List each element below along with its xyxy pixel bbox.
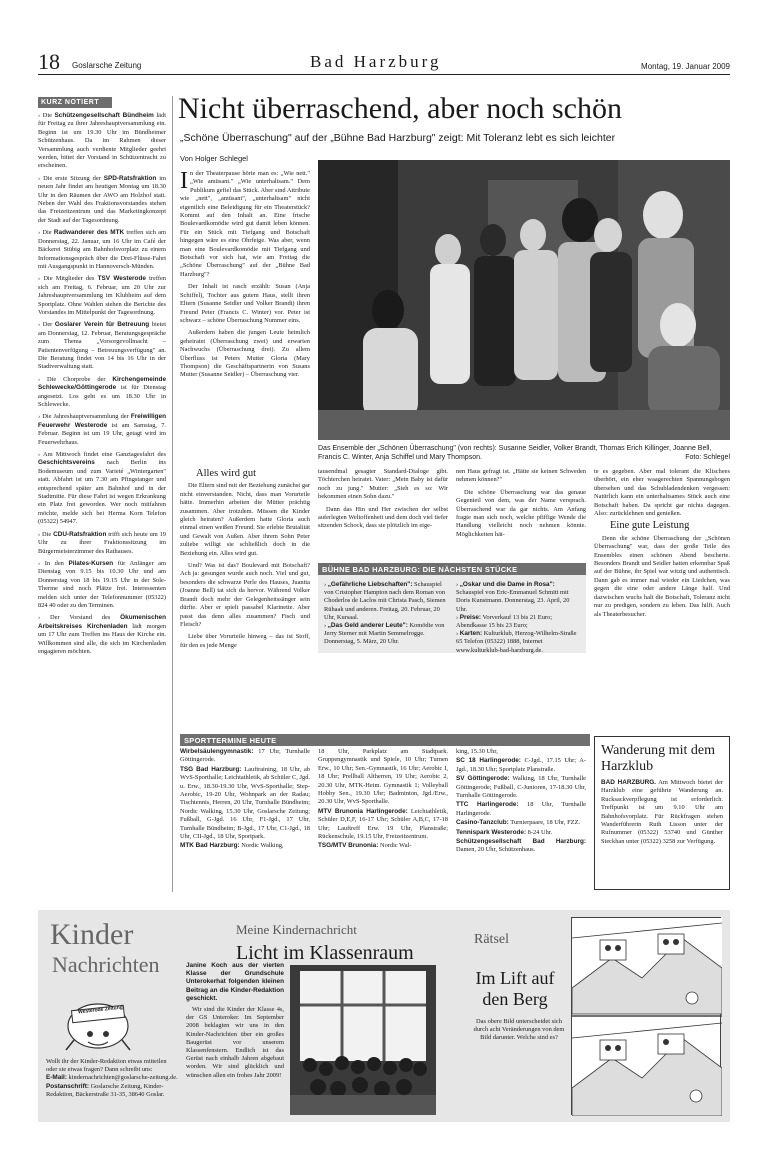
article-paragraph: Liebe über Vorurteile hinweg – das ist Stoff, für den es jede Menge (180, 633, 310, 649)
article-paragraph: Und? Was ist das? Boulevard mit Botschaft? Ach ja: gesungen wurde auch noch. Viel und gut, besonders die schwarze Perle des Hauses, Juanita (Joanne Bell) tat sich da hervor. Während Volker Brandt doch mehr der Gelegenheitssänger sein dürfte. Aber er spielt passabel Klarinette. Aber passt das denn alles zusammen? Fisch und Fleisch? (180, 562, 310, 628)
play-details: Komödie von Jerry Sterner mit Martin Semmelrogge. Donnerstag, 5. März, 20 Uhr. (324, 622, 445, 646)
sport-details: C-Jgd., 17.15 Uhr; A-Jgd., 18.30 Uhr; Sportplatz Planstraße. (456, 757, 586, 773)
item-intro: Am Mittwoch findet eine Ganztagesfahrt des (42, 451, 166, 459)
sport-details: Damen, 20 Uhr, Schützenhaus. (456, 846, 536, 854)
sporttermine-column-1 (180, 748, 310, 896)
email-address: kindernachrichten@goslarsche-zeitung.de. (66, 1074, 178, 1082)
kurz-notiert-item: › In den Pilates-Kursen für Anfänger am Dienstag von 9.15 bis 10.30 Uhr und am Donnerstag von 18 bis 19.15 Uhr in der Sole-Therme sind noch Plätze frei. Interessenten melden sich unter der Telefonnummer (05322) 824 40 oder zu den Terminen. (38, 559, 166, 609)
tickets-details: Kulturklub, Herzog-Wilhelm-Straße 65 Telefon (05322) 1888, Internet www.kulturklub-bad-harzburg.de. (456, 630, 577, 654)
sporttermine-column-3 (456, 748, 586, 896)
kinder-headline: Licht im Klassenraum (236, 942, 414, 964)
sport-entry (318, 748, 448, 807)
article-paragraph: Denn die schöne Überraschung der „Schönen Überraschung" war, dass der große Teile des Ensembles einen schönen Abend bescherte. Besonders Brandt und Seidler hatten erkennbar Spaß auf der Bühne, ihr Spiel war witzig und authentisch. Dann gab es immer mal wieder ein Liedchen, was gegen die eine oder andere Länge half. Und dazwischen wuchs halt die Botschaft, Toleranz nicht nur zu predigen, sondern zu leben. Das hilft. Auch als Theaterbesucher. (594, 534, 730, 618)
sport-entry (180, 842, 310, 850)
article-subheading: Alles wird gut (196, 468, 257, 479)
sport-club: Tennispark Westerode: (456, 828, 527, 836)
article-paragraph: n der Theaterpause hörte man es: „Wie nett." „Wie amüsant." „Wie unterhaltsam." Dem Publikum gefiel das Stück. Aber sind Attribute wie „nett", „amüsant", „unterhaltsam" nicht eigentlich eine Beleidigung für ein Theaterstück? Kommt auf den Inhalt an. Eine frische Boulevardkomödie wird gut damit leben können. Für ein Stück mit Tiefgang und Botschaft hingegen wäre es eine Ohrfeige. Was aber, wenn man eine Boulevardkomödie mit Tiefgang und Botschaft vor sich hat, wie am Freitag die „Schöne Überraschung" auf der „Bühne Bad Harzburg"? (180, 170, 310, 278)
kurz-notiert-item: › Die Jahreshauptversammlung der Freiwilligen Feuerwehr Westerode ist am Samstag, 7. Februar. Beginn ist um 19 Uhr, getagt wird im Feuerwehrhaus. (38, 413, 166, 446)
item-intro: Die Chorprobe der (47, 375, 113, 383)
section-title: Bad Harzburg (310, 52, 442, 71)
sport-details: Lauftraining, 18 Uhr, ab WvS-Sporthalle; Leichtathletik, ab Schüler C, Jgd. u. Erw., 18.30-19.30 Uhr, WvS-Sporthalle; Step-Aerobic, 19-20 Uhr, Wohnpark an der Radau; Tischtennis, Herren, 20 Uhr, Turnhalle Bündheim; Nordic Walking, 15.30 Uhr, Goslarsche Zeitung; Fußball, G-Jgd. 16 Uhr, F1-Jgd., 17 Uhr, Turnhalle Bündheim; B-Jgd., 17 Uhr, C1-Jgd., 18 Uhr, CII-Jgd., 18 Uhr, Sportpark. (180, 765, 310, 841)
nachrichten-title: Nachrichten (52, 952, 160, 977)
item-subject: CDU-Ratsfraktion (53, 530, 107, 538)
ensemble-photo-image (318, 160, 730, 440)
ensemble-photo (318, 160, 730, 440)
article-subhead: „Schöne Überraschung" auf der „Bühne Bad Harzburg" zeigt: Mit Toleranz lebt es sich leichter (180, 132, 616, 144)
sport-entry (456, 748, 586, 756)
photo-caption (318, 444, 730, 462)
article-paragraph: Dann das Hin und Her zwischen der selbst auferlegten Weltoffenheit und dem doch viel tiefer sitzenden Schock, dass sie plötzlich im eige- (318, 505, 448, 530)
meine-kindernachricht: Meine Kindernachricht (236, 922, 357, 937)
sport-club: MTV Brunonia Harlingerode: (318, 807, 408, 815)
kurz-notiert-item: › Am Mittwoch findet eine Ganztagesfahrt des Geschichtsvereins nach Berlin ins Bodemuseum und zum Varieté „Wintergarten" statt. Abfahrt ist um 7.30 am Pfingstanger und entsprechend später am Bahnhof und in der Stadtmitte. Für diese Fahrt ist wegen Erkrankung ein Platz frei geworden. Wer noch mitfahren möchte, melde sich bei Herma Korn Telefon (05322) 54947. (38, 451, 166, 526)
item-intro: Die (42, 112, 55, 119)
sport-details: Nordic Walking, (239, 842, 284, 850)
sport-club: Wirbelsäulengymnastik: (180, 748, 254, 755)
wanderung-box (594, 736, 730, 890)
sport-entry (456, 775, 586, 800)
sport-club: SV Göttingerode: (456, 775, 510, 783)
article-paragraph: Außerdem haben die jungen Leute heimlich geheiratet (Überraschung zwei) und erwarten Nachwuchs (Überraschung drei). Zu allem Überfluss ist Peters Mutter Gloria (Mary Thompson) die Geschäftspartnerin von Susans Mutter (Susanne Seidler) – Überraschung vier. (180, 329, 310, 379)
paper-name: Goslarsche Zeitung (72, 61, 142, 70)
item-subject: Radwanderer des MTK (53, 229, 125, 237)
kinder-contact-intro: Wollt ihr der Kinder-Redaktion etwas mitteilen oder sie etwas fragen? Dann schreibt uns: (46, 1058, 167, 1074)
item-intro: Die (42, 229, 54, 237)
article-subheading: Eine gute Leistung (610, 520, 690, 532)
play-title: „Gefährliche Liebschaften": (327, 581, 413, 588)
item-text: lädt für Freitag zu ihrer Jahreshauptversammlung ein. Beginn ist um 19.30 Uhr im Bündheimer Schützenhaus. Da im Rahmen dieser Versammlung auch verdiente Mitglieder geehrt werden, bittet der Vorstand in Schützentracht zu erscheinen. (38, 112, 166, 170)
sport-entry (456, 801, 586, 818)
page-number: 18 (38, 49, 60, 74)
item-intro: Der Vorstand des (50, 614, 121, 622)
raetsel-label: Rätsel (474, 932, 509, 947)
item-intro: Die Mitglieder des (43, 275, 98, 283)
sport-club: Schützengesellschaft Bad Harzburg: (456, 838, 586, 846)
article-byline: Von Holger Schlegel (180, 154, 248, 163)
article-paragraph: tausendmal gesagter Standard-Dialoge gibt. Töchterchen heiratet. Vater: „Mein Baby ist dafür noch zu jung." Mutter: „Sieh es so: Wir bekommen einen Sohn dazu." (318, 468, 448, 501)
item-subject: Goslarer Verein für Betreuung (54, 321, 150, 329)
sport-details: 8-24 Uhr. (526, 828, 553, 836)
item-text: nach Berlin ins Bodemuseum und zum Varieté „Wintergarten" statt. Abfahrt ist um 7.30 am Pfingstanger und entsprechend später am Bahnhof und in der Stadtmitte. Für diese Fahrt ist wegen Erkrankung ein Platz frei geworden. Wer noch mitfahren möchte, melde sich bei Herma Korn Telefon (05322) 54947. (38, 459, 166, 526)
raetsel-headline: Im Lift auf den Berg (475, 968, 555, 1009)
item-intro: Die erste Sitzung der (43, 174, 104, 182)
sport-details: Leichtathletik, Schüler D,E,F, 16-17 Uhr; Schüler A,B,C, 17-18 Uhr; Lauftreff Erw. 19 Uhr, Planstraße; Rückenschule, 19.15 Uhr, Freizeitzentrum. (318, 807, 448, 841)
post-address: Goslarsche Zeitung, Kinder-Redaktion, Bäckerstraße 31-35, 38640 Goslar. (46, 1082, 165, 1098)
drop-cap: I (180, 170, 188, 194)
sport-entry (180, 766, 310, 842)
article-paragraph: Die Eltern sind mit der Beziehung zunächst gar nicht einverstanden. Nicht, dass man Vorurteile hätte. Immerhin arbeiten die Mütter prächtig zusammen. Aber trotzdem. Müssen die Kinder gleich heiraten? Außerdem hatte Gloria auch einmal einen weißen Freund. Sie erlebte Brutalität und Gewalt von Außen. Aber ihrem Sohn Peter zuliebe willigt sie schließlich doch in die Beziehung ein. Alles wird gut. (180, 482, 310, 557)
play-title: „Oskar und die Dame in Rosa": (459, 581, 555, 588)
naechste-right: › „Oskar und die Dame in Rosa": Schauspiel von Eric-Emmanuel Schmitt mit Doris Kunstmann. Donnerstag, 23. April, 20 Uhr. › Preise: Vorverkauf 13 bis 21 Euro; Abendkasse 15 bis 23 Euro; › Karten: Kulturklub, Herzog-Wilhelm-Straße 65 Telefon (05322) 1888, Internet www.kulturklub-bad-harzburg.de. (456, 581, 577, 654)
sporttermine-column-2 (318, 748, 448, 896)
item-text: im neuen Jahr findet am heutigen Montag um 18.30 Uhr in den Räumen der AWO am Holzhof statt. Neben der Wahl des Fraktionsvorstandes stehen das Freizeitzentrum und das Marketingkonzept der Stadt auf der Tagesordnung. (38, 174, 166, 224)
sport-details: king, 15.30 Uhr, (456, 748, 498, 755)
article-column-1 (180, 170, 310, 460)
article-paragraph: Die schöne Überraschung war das genaue Gegenteil von dem, was der Name versprach. Überraschend war da gar nichts. Am Anfang fragte man sich noch, welche pfiffige Wende die Handlung vielleicht noch nehmen könnte. Möglichkeiten hät- (456, 488, 586, 538)
sport-details: Walking, 18 Uhr, Turnhalle Göttingerode; Fußball, C-Junioren, 17-18.30 Uhr, Turnhalle Göttingerode. (456, 775, 586, 800)
wanderung-title: Wanderung mit dem Harzklub (601, 743, 715, 774)
sport-details: 17 Uhr, Turnhalle Göttingerode. (180, 748, 310, 764)
item-text: treffen sich am Freitag, 6. Februar, um 20 Uhr zur Jahreshauptversammlung im Klubheim auf dem Sportplatz. Ohne Wahlen stehen die Berichte des Vorstandes im Mittelpunkt der Tagesordnung. (38, 275, 166, 316)
kinder-lead: Janine Koch aus der vierten Klasse der Grundschule Unterokerhat folgenden kleinen Beitrag an die Kinder-Redaktion geschickt. (186, 962, 284, 1002)
tickets-label: Karten: (459, 630, 483, 638)
photo-credit: Foto: Schlegel (685, 454, 730, 461)
photo-caption-text: Das Ensemble der „Schönen Überraschung" (von rechts): Susanne Seidler, Volker Brandt, Thomas Erich Killinger, Joanne Bell, Francis C. Winter, Anja Schiffel und Mary Thompson. (318, 445, 712, 461)
item-text: für Anfänger am Dienstag von 9.15 bis 10.30 Uhr und am Donnerstag von 18 bis 19.15 Uhr in der Sole-Therme sind noch Plätze frei. Interessenten melden sich unter der Telefonnummer (05322) 824 40 oder zu den Terminen. (38, 559, 166, 609)
kurz-notiert-item: › Die erste Sitzung der SPD-Ratsfraktion im neuen Jahr findet am heutigen Montag um 18.30 Uhr in den Räumen der AWO am Holzhof statt. Neben der Wahl des Fraktionsvorstandes stehen das Freizeitzentrum und das Marketingkonzept der Stadt auf der Tagesordnung. (38, 174, 166, 224)
play-details: Schauspiel von Cristopher Hampton nach dem Roman von Choderlos de Laclos mit Christa Pasch, Siemen Rühaak und anderen. Freitag, 20. Februar, 20 Uhr, Kursaal. (324, 581, 446, 621)
sport-club: TTC Harlingerode: (456, 801, 519, 809)
item-intro: Die (42, 530, 54, 538)
kurz-notiert-item: › Die Mitglieder des TSV Westerode treffen sich am Freitag, 6. Februar, um 20 Uhr zur Jahreshauptversammlung im Klubheim auf dem Sportplatz. Ohne Wahlen stehen die Berichte des Vorstandes im Mittelpunkt der Tagesordnung. (38, 275, 166, 316)
article-column-2 (318, 468, 448, 556)
column-divider (172, 96, 173, 892)
item-text: lädt morgen um 17 Uhr zum Treffen ins Haus der Kirche ein. Willkommen sind alle, die sich im Kirchenladen engagieren möchten. (38, 622, 166, 655)
classroom-photo (290, 965, 436, 1115)
raetsel-text: Das obere Bild unterscheidet sich durch acht Veränderungen von dem Bild darunter. Welche sind es? (473, 1018, 565, 1042)
newspaper-mascot-icon (62, 990, 134, 1052)
raetsel-cartoon (571, 917, 721, 1115)
item-intro: In den (44, 559, 69, 567)
item-subject: Pilates-Kursen (68, 559, 114, 567)
item-subject: SPD-Ratsfraktion (103, 174, 157, 182)
kinder-body: Wir sind die Kinder der Klasse 4s, der GS Unteroker. Im September 2008 beklagten wir uns in den Kinder-Nachrichten über ein großes Baugerüst vor unserem Klassenfenstern. Endlich ist das Gerüst nach einhalb Jahren abgebaut worden. Wir sind glücklich und wünschen allen ein frohes Jahr 2009! (186, 1006, 284, 1079)
post-label: Postanschrift: (46, 1082, 89, 1090)
naechste-left: › „Gefährliche Liebschaften": Schauspiel von Cristopher Hampton nach dem Roman von Choderlos de Laclos mit Christa Pasch, Siemen Rühaak und anderen. Freitag, 20. Februar, 20 Uhr, Kursaal. › „Das Geld anderer Leute": Komödie von Jerry Sterner mit Martin Semmelrogge. Donnerstag, 5. März, 20 Uhr. (324, 581, 446, 646)
item-subject: Ökumenischen Arbeitskreises Kirchenladen (38, 614, 166, 630)
naechste-stuecke-box (318, 575, 586, 653)
item-text: ist für Dienstag angesetzt. Los geht es um 18.30 Uhr in Schlewecke. (38, 384, 166, 408)
item-text: treffen sich am Donnerstag, 22. Januar, um 16 Uhr im Café der Bäckerei Stübig am Bahnhofsvorplatz zu einem Informationsgespräch über die Drei-Flüsse-Fahrt mit Ausgangspunkt in Hannoversch-Münden. (38, 229, 166, 270)
item-subject: Freiwilligen Feuerwehr Westerode (38, 413, 166, 429)
sport-entry (456, 829, 586, 837)
item-text: bietet am Donnerstag, 12. Februar, Beratungsgespräche zum Thema „Vorsorgevollmacht – Patientenverfügung – Betreuungsverfügung" an. Die Beratung findet von 14 bis 16 Uhr in der Stadtverwaltung statt. (38, 321, 166, 371)
item-text: trifft sich heute um 19 Uhr zu ihrer Fraktionssitzung im Bürgermeisterzimmer des Rathauses. (38, 530, 166, 555)
play-title: „Das Geld anderer Leute": (327, 622, 408, 630)
sport-entry (456, 757, 586, 774)
kurz-notiert-item: › Der Vorstand des Ökumenischen Arbeitskreises Kirchenladen lädt morgen um 17 Uhr zum Treffen ins Haus der Kirche ein. Willkommen sind alle, die sich im Kirchenladen engagieren möchten. (38, 614, 166, 655)
sport-entry (180, 748, 310, 765)
price-label: Preise: (459, 613, 482, 621)
article-headline: Nicht überraschend, aber noch schön (178, 92, 622, 125)
sport-details: 18 Uhr, Turnhalle Harlingerode. (456, 801, 586, 817)
item-intro: Der (42, 321, 55, 329)
item-subject: TSV Westerode (97, 275, 146, 283)
sporttermine-header: SPORTTERMINE HEUTE (180, 734, 590, 746)
kinder-logo-text: Westerode Zeitung (77, 1004, 124, 1016)
email-label: E-Mail: (46, 1074, 67, 1082)
kurz-notiert-item: › Die CDU-Ratsfraktion trifft sich heute um 19 Uhr zu ihrer Fraktionssitzung im Bürgermeisterzimmer des Rathauses. (38, 530, 166, 555)
kinder-article (186, 962, 284, 1080)
issue-date: Montag, 19. Januar 2009 (641, 62, 730, 71)
header-rule (38, 74, 730, 75)
article-column-4 (594, 468, 730, 736)
price-details: Vorverkauf 13 bis 21 Euro; Abendkasse 15 bis 23 Euro; (456, 613, 553, 630)
kurz-notiert-column (38, 112, 166, 892)
kurz-notiert-item: › Die Radwanderer des MTK treffen sich am Donnerstag, 22. Januar, um 16 Uhr im Café der Bäckerei Stübig am Bahnhofsvorplatz zu einem Informationsgespräch über die Drei-Flüsse-Fahrt mit Ausgangspunkt in Hannoversch-Münden. (38, 229, 166, 270)
kinder-logo (62, 990, 134, 1052)
article-column-1b (180, 466, 310, 734)
sport-entry (456, 838, 586, 855)
wanderung-lead: BAD HARZBURG. (601, 779, 656, 786)
wanderung-text (601, 779, 723, 846)
kurz-notiert-item: › Die Chorprobe der Kirchengemeinde Schlewecke/Göttingerode ist für Dienstag angesetzt. Los geht es um 18.30 Uhr in Schlewecke. (38, 375, 166, 408)
item-subject: Kirchengemeinde Schlewecke/Göttingerode (38, 375, 166, 392)
sport-club: SC 18 Harlingerode: (456, 757, 521, 765)
sport-details: Nordic Wal- (378, 842, 412, 850)
kurz-notiert-item: › Der Goslarer Verein für Betreuung bietet am Donnerstag, 12. Februar, Beratungsgespräche zum Thema „Vorsorgevollmacht – Patientenverfügung – Betreuungsverfügung" an. Die Beratung findet von 14 bis 16 Uhr in der Stadtverwaltung statt. (38, 321, 166, 371)
wanderung-body: Am Mittwoch bietet der Harzklub eine geführte Wanderung an. Rucksackverpflegung ist erforderlich. Treffpunkt ist um 9.10 Uhr am Bahnhofsvorplatz. Für Rückfragen stehen Wanderführerin Ruth Lisson unter der Rufnummer (05322) 53740 und Günther Steckhan unter (05322) 3258 zur Verfügung. (601, 779, 723, 845)
article-paragraph: nen Haus gefragt ist. „Hätte sie keinen Schweden nehmen können?" (456, 468, 586, 484)
article-column-3 (456, 468, 586, 556)
classroom-photo-image (290, 965, 436, 1115)
item-intro: Die Jahreshauptversammlung der (42, 413, 131, 421)
naechste-stuecke-header: BÜHNE BAD HARZBURG: DIE NÄCHSTEN STÜCKE (318, 563, 586, 575)
item-text: ist am Samstag, 7. Februar. Beginn ist um 19 Uhr, getagt wird im Feuerwehrhaus. (38, 421, 166, 446)
kinder-contact (46, 1058, 178, 1099)
article-paragraph: Der Inhalt ist rasch erzählt: Susan (Anja Schiffel), Tochter aus gutem Haus, stellt ihren Eltern (Susanne Seidler und Volker Brandt) ihren Freund Peter (Francis C. Winter) vor. Peter ist schwarz – schöne Überraschung Nummer eins. (180, 283, 310, 324)
kurz-notiert-item: › Die Schützengesellschaft Bündheim lädt für Freitag zu ihrer Jahreshauptversammlung ein. Beginn ist um 19.30 Uhr im Bündheimer Schützenhaus. Da im Rahmen dieser Versammlung auch verdiente Mitglieder geehrt werden, bittet der Vorstand in Schützentracht zu erscheinen. (38, 112, 166, 170)
sport-entry (318, 842, 448, 850)
item-subject: Schützengesellschaft Bündheim (54, 112, 154, 119)
item-subject: Geschichtsvereins (38, 459, 95, 467)
article-paragraph: te es gegeben. Aber mal tolerant die Klischees überhört, ein eher waagerechten Spannungsbogen übersehen und das Schubladendenken vergessen: Natürlich kann ein unterhaltsames Stück auch eine Botschaft haben. Da spricht gar nichts dagegen. Also: zurücklehnen und genießen. (594, 468, 730, 518)
kinder-title: Kinder (50, 918, 134, 951)
sport-details: Turnierpaare, 18 Uhr, FZZ. (508, 819, 581, 827)
sport-details: 18 Uhr, Parkplatz am Stadtpark. Gruppengymnastik und Spiele, 10 Uhr; Turnen Erw., 10 Uhr; Sen.-Gymnastik, 16 Uhr; Aerobic I, 18 Uhr; Prellball Altherren, 19 Uhr; Aerobic 2, 20.30 Uhr, MTK-Heim. Gymnastik 1; Volleyball Hobby Sen., 19.30 Uhr; Badminton, Jgd./Erw., 20.30 Uhr, WvS-Sporthalle. (318, 748, 448, 806)
sport-entry (456, 819, 586, 827)
ski-lift-cartoon (572, 918, 722, 1116)
sport-club: MTK Bad Harzburg: (180, 842, 240, 850)
sport-club: TSG Bad Harzburg: (180, 765, 242, 773)
kurz-notiert-tag: KURZ NOTIERT (38, 97, 112, 108)
sport-entry (318, 808, 448, 842)
play-details: Schauspiel von Eric-Emmanuel Schmitt mit Doris Kunstmann. Donnerstag, 23. April, 20 Uhr. (456, 589, 570, 613)
sport-club: Casino-Tanzclub: (456, 819, 509, 827)
sport-club: TSG/MTV Brunonia: (318, 842, 379, 850)
